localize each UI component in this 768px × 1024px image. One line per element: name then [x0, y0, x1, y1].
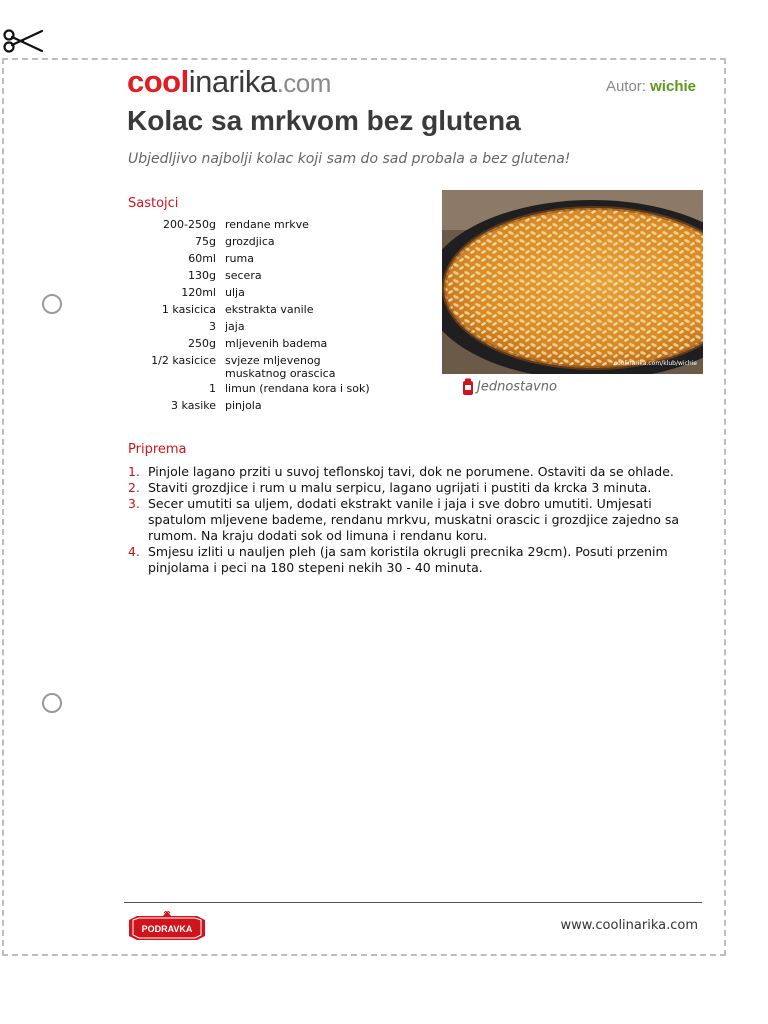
author-info: [606, 78, 696, 95]
ingredient-name: mljevenih badema: [225, 337, 328, 350]
step-number: 2.: [128, 480, 140, 495]
ingredient-name: jaja: [225, 320, 245, 333]
site-logo[interactable]: [127, 64, 331, 101]
ingredient-amount: 250g: [188, 337, 216, 350]
photo-watermark: coolinarika.com/klub/wichie: [613, 360, 697, 367]
ingredient-name: pinjola: [225, 399, 262, 412]
step-text: Pinjole lagano prziti u suvoj teflonskoj tavi, dok ne porumene. Ostaviti da se ohlade.: [148, 464, 674, 479]
ingredient-row: [128, 265, 385, 282]
ingredients-heading: Sastojci: [128, 196, 179, 211]
ingredient-row: [128, 395, 385, 412]
ingredient-row: [128, 231, 385, 248]
ingredient-name: secera: [225, 269, 262, 282]
difficulty-icon: [462, 378, 474, 396]
ingredient-row: [128, 299, 385, 316]
ingredient-amount: 120ml: [181, 286, 216, 299]
punch-hole: [42, 693, 62, 713]
ingredient-name: ruma: [225, 252, 254, 265]
step-item: [128, 464, 698, 480]
recipe-subtitle: Ubjedljivo najbolji kolac koji sam do sad probala a bez glutena!: [128, 151, 571, 167]
ingredient-row: [128, 350, 385, 380]
step-number: 3.: [128, 496, 140, 511]
preparation-heading: Priprema: [128, 442, 187, 457]
ingredient-amount: 3 kasike: [171, 399, 216, 412]
podravka-logo[interactable]: [127, 911, 207, 941]
logo-part1: cool: [127, 64, 189, 99]
step-text: Secer umutiti sa uljem, dodati ekstrakt vanile i jaja i sve dobro umutiti. Umjesati spatulom mljevene bademe, rendanu mrkvu, muskatni orascic i grozdjice zajedno sa rumom. Na kraju dodati sok od limuna i rendanu koru.: [148, 496, 680, 543]
ingredient-name: limun (rendana kora i sok): [225, 382, 370, 395]
logo-part2: inarika: [188, 64, 277, 99]
ingredients-table: [128, 218, 385, 412]
ingredient-amount: 200-250g: [163, 218, 216, 231]
ingredient-row: [128, 282, 385, 299]
difficulty-text: Jednostavno: [477, 379, 557, 395]
scissors-icon: [2, 26, 44, 56]
footer-website[interactable]: www.coolinarika.com: [560, 918, 698, 933]
brand-text: PODRAVKA: [141, 924, 193, 934]
ingredient-amount: 1: [209, 382, 216, 395]
step-text: Smjesu izliti u nauljen pleh (ja sam koristila okrugli precnika 29cm). Posuti przenim pinjolama i peci na 180 stepeni nekih 30 - 40 minuta.: [148, 544, 668, 575]
punch-hole: [42, 294, 62, 314]
ingredient-row: [128, 333, 385, 350]
ingredient-name: grozdjica: [225, 235, 275, 248]
ingredient-row: [128, 248, 385, 265]
step-item: [128, 544, 698, 576]
ingredient-amount: 3: [209, 320, 216, 333]
logo-part3: .com: [276, 68, 331, 98]
ingredient-name: ekstrakta vanile: [225, 303, 314, 316]
author-name[interactable]: wichie: [650, 78, 696, 95]
step-item: [128, 480, 698, 496]
step-number: 1.: [128, 464, 140, 479]
author-label: Autor:: [605, 78, 646, 95]
ingredient-row: [128, 380, 385, 395]
ingredient-amount: 60ml: [188, 252, 216, 265]
recipe-title: Kolac sa mrkvom bez glutena: [127, 105, 521, 136]
ingredient-amount: 1 kasicica: [161, 303, 216, 316]
step-number: 4.: [128, 544, 140, 559]
ingredient-amount: 1/2 kasicice: [151, 354, 216, 367]
cake-illustration: [442, 190, 703, 374]
footer-divider: [124, 902, 702, 903]
preparation-steps: [128, 464, 698, 576]
step-item: [128, 496, 698, 544]
recipe-photo: [442, 190, 703, 374]
ingredient-name: rendane mrkve: [225, 218, 309, 231]
ingredient-row: [128, 218, 385, 231]
ingredient-row: [128, 316, 385, 333]
step-text: Staviti grozdjice i rum u malu serpicu, lagano ugrijati i pustiti da krcka 3 minuta.: [148, 480, 652, 495]
ingredient-name: svjeze mljevenog muskatnog orascica: [225, 354, 336, 380]
difficulty-label: [462, 378, 557, 396]
ingredient-name: ulja: [225, 286, 245, 299]
ingredient-amount: 130g: [188, 269, 216, 282]
ingredient-amount: 75g: [195, 235, 216, 248]
